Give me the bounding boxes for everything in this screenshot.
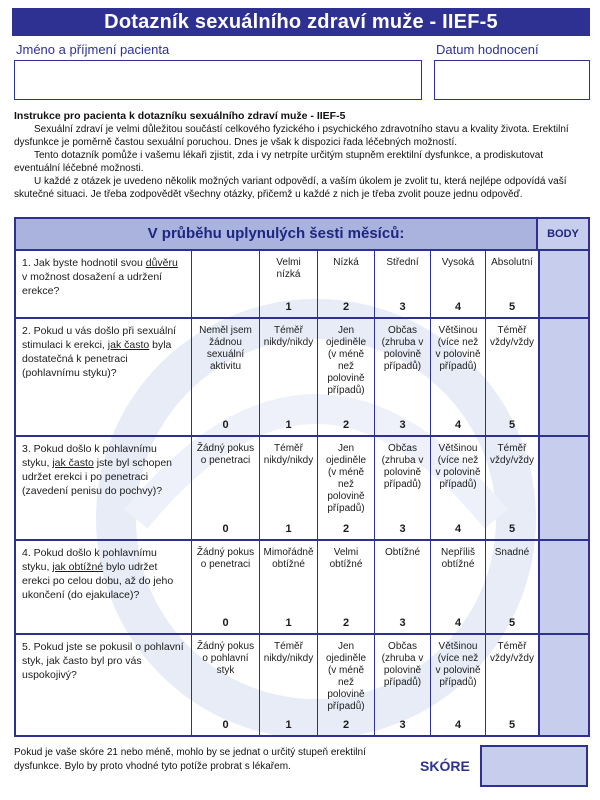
answer-option-label: Téměř vždy/vždy xyxy=(490,443,534,466)
answer-option-value: 3 xyxy=(399,719,406,731)
answer-option-value: 4 xyxy=(454,419,462,431)
points-input[interactable] xyxy=(538,437,588,539)
points-input[interactable] xyxy=(538,541,588,633)
instructions xyxy=(14,110,590,201)
form-title: Dotazník sexuálního zdraví muže - IIEF-5 xyxy=(12,8,590,36)
answer-option-label: Žádný pokus o penetraci xyxy=(196,443,255,466)
answer-option-label: Téměř nikdy/nikdy xyxy=(263,325,314,348)
answer-option-value: 5 xyxy=(508,617,516,629)
answer-option-value: 5 xyxy=(508,523,516,535)
answer-option-label: Žádný pokus o penetraci xyxy=(196,547,255,570)
question-text-part: 4. Pokud došlo k pohlavnímu styku, xyxy=(22,547,157,573)
period-header: V průběhu uplynulých šesti měsíců: xyxy=(16,219,538,251)
question-emphasis: jak obtížné xyxy=(52,561,104,573)
answer-option[interactable] xyxy=(374,635,430,735)
question-text-part: bylo udržet erekci po celou dobu, až do jeho ukončení (do ejakulace)? xyxy=(22,561,174,601)
question-text-part: jste byl schopen udržet erekci i po penetraci (zavedení penisu do pochvy)? xyxy=(22,457,172,497)
answer-option-value: 5 xyxy=(508,719,516,731)
answer-option-label: Vysoká xyxy=(441,257,475,268)
answer-option-value: 2 xyxy=(342,617,350,629)
answer-option-label: Střední xyxy=(386,257,419,268)
answer-option-value: 1 xyxy=(285,523,292,535)
instructions-heading: Instrukce pro pacienta k dotazníku sexuálního zdraví muže - IIEF-5 xyxy=(14,110,346,122)
answer-option-label: Téměř nikdy/nikdy xyxy=(263,641,314,664)
question-text-part: 5. Pokud jste se pokusil o pohlavní styk, jak často byl pro vás uspokojivý? xyxy=(22,641,184,681)
answer-option-label: Občas (zhruba v polovině případů) xyxy=(381,325,424,372)
answer-option-value: 2 xyxy=(342,719,350,731)
answer-option[interactable] xyxy=(191,635,259,735)
answer-option-value: 2 xyxy=(342,523,350,535)
answer-option-value: 1 xyxy=(285,719,292,731)
answer-option-value: 2 xyxy=(342,301,350,313)
total-score-field[interactable] xyxy=(480,745,588,787)
answer-option-label: Téměř vždy/vždy xyxy=(490,325,534,348)
question-text xyxy=(16,635,191,735)
instructions-paragraph-2: Tento dotazník pomůže i vašemu lékaři zjistit, zda i vy netrpíte určitým stupněm erektilní dysfunkce, a prodiskutovat eventuální léčebné možnosti. xyxy=(14,150,544,174)
answer-option-value: 5 xyxy=(508,419,516,431)
answer-option-value: 1 xyxy=(285,301,292,313)
answer-option[interactable] xyxy=(317,437,374,539)
answer-option[interactable] xyxy=(485,251,538,317)
answer-option-label: Velmi nízká xyxy=(276,257,301,280)
score-label: SKÓRE xyxy=(420,758,470,774)
answer-option[interactable] xyxy=(191,541,259,633)
answer-option[interactable] xyxy=(317,251,374,317)
answer-option[interactable] xyxy=(485,319,538,435)
answer-option-value: 4 xyxy=(454,523,462,535)
answer-option-value: 3 xyxy=(399,419,406,431)
answer-option-label: Téměř vždy/vždy xyxy=(490,641,534,664)
answer-option[interactable] xyxy=(191,251,259,317)
question-text xyxy=(16,319,191,435)
answer-option-value: 1 xyxy=(285,617,292,629)
answer-option[interactable] xyxy=(259,437,317,539)
question-text-part: byla dostatečná k penetraci (pohlavnímu styku)? xyxy=(22,339,172,379)
answer-option-value: 0 xyxy=(222,523,229,535)
points-input[interactable] xyxy=(538,635,588,735)
question-text-part: 2. Pokud u vás došlo při sexuální stimulaci k erekci, xyxy=(22,325,177,351)
answer-option-value: 5 xyxy=(508,301,516,313)
instructions-paragraph-1: Sexuální zdraví je velmi důležitou součástí celkového fyzického i psychického zdravotního stavu a kvality života. Erektilní dysfunkce je poměrně častou sexuální poruchou. Dnes je však k dispozici řada léčebných možností. xyxy=(14,124,569,148)
answer-option[interactable] xyxy=(317,319,374,435)
answer-option[interactable] xyxy=(259,251,317,317)
question-row xyxy=(16,635,588,735)
question-row xyxy=(16,319,588,437)
question-emphasis: jak často xyxy=(107,339,150,351)
answer-option[interactable] xyxy=(317,635,374,735)
assessment-date-field[interactable] xyxy=(434,60,590,100)
answer-option[interactable] xyxy=(430,251,485,317)
question-row xyxy=(16,251,588,319)
instructions-paragraph-3: U každé z otázek je uvedeno několik možných variant odpovědí, a vaším úkolem je zvolit tu, která nejlépe odpovídá vaší skutečné situaci. Je třeba zodpovědět všechny otázky, přičemž u každé z nich je třeba zvolit pouze jednu odpověď. xyxy=(14,176,567,200)
answer-option-value: 0 xyxy=(222,419,229,431)
questionnaire-table xyxy=(14,217,590,737)
answer-option-value: 0 xyxy=(222,719,229,731)
question-text xyxy=(16,251,191,317)
points-input[interactable] xyxy=(538,251,588,317)
question-emphasis: jak často xyxy=(52,457,94,469)
answer-option-label: Velmi obtížné xyxy=(329,547,363,570)
answer-option[interactable] xyxy=(191,437,259,539)
answer-option[interactable] xyxy=(317,541,374,633)
answer-option[interactable] xyxy=(485,541,538,633)
answer-option-label: Jen ojediněle (v méně než polovině případů) xyxy=(325,641,367,712)
answer-option-label: Jen ojediněle (v méně než polovině případů) xyxy=(325,443,367,514)
answer-option-label: Téměř nikdy/nikdy xyxy=(263,443,314,466)
answer-option-label: Absolutní xyxy=(491,257,533,268)
answer-option-value: 4 xyxy=(454,617,462,629)
patient-name-label: Jméno a příjmení pacienta xyxy=(16,42,170,57)
answer-option-label: Žádný pokus o pohlavní styk xyxy=(196,641,255,676)
answer-option[interactable] xyxy=(485,635,538,735)
answer-option-label: Mimořádně obtížné xyxy=(263,547,314,570)
answer-option-label: Nepříliš obtížné xyxy=(441,547,475,570)
answer-option[interactable] xyxy=(259,319,317,435)
answer-option-label: Neměl jsem žádnou sexuální aktivitu xyxy=(199,325,252,372)
answer-option-value: 2 xyxy=(342,419,350,431)
answer-option-label: Obtížné xyxy=(384,547,421,558)
question-text xyxy=(16,437,191,539)
answer-option[interactable] xyxy=(430,437,485,539)
question-row xyxy=(16,437,588,541)
answer-option-value: 3 xyxy=(399,617,406,629)
question-text xyxy=(16,541,191,633)
answer-option-value: 3 xyxy=(399,523,406,535)
answer-option[interactable] xyxy=(430,541,485,633)
question-emphasis: důvěru xyxy=(145,257,178,269)
answer-option-label: Jen ojediněle (v méně než polovině případů) xyxy=(325,325,367,396)
answer-option-label: Občas (zhruba v polovině případů) xyxy=(381,641,424,688)
answer-option-value: 4 xyxy=(454,719,462,731)
answer-option-label: Většinou (více než v polovině případů) xyxy=(435,443,481,490)
question-text-part: v možnost dosažení a udržení erekce? xyxy=(22,271,163,297)
answer-option-value: 1 xyxy=(285,419,292,431)
answer-option-label: Nízká xyxy=(333,257,359,268)
answer-option-label: Většinou (více než v polovině případů) xyxy=(435,641,481,688)
answer-option-label: Většinou (více než v polovině případů) xyxy=(435,325,481,372)
answer-option[interactable] xyxy=(374,437,430,539)
answer-option[interactable] xyxy=(191,319,259,435)
answer-option[interactable] xyxy=(374,251,430,317)
answer-option[interactable] xyxy=(259,635,317,735)
answer-option-value: 3 xyxy=(399,301,406,313)
score-note: Pokud je vaše skóre 21 nebo méně, mohlo by se jednat o určitý stupeň erektilní dysfunkce. Bylo by proto vhodné tyto potíže probrat s lékařem. xyxy=(14,747,366,772)
question-text-part: 1. Jak byste hodnotil svou xyxy=(22,257,146,269)
answer-option[interactable] xyxy=(374,319,430,435)
question-text-part: 3. Pokud došlo k pohlavnímu styku, xyxy=(22,443,157,469)
answer-option-label: Občas (zhruba v polovině případů) xyxy=(381,443,424,490)
answer-option-label: Snadné xyxy=(494,547,530,558)
answer-option[interactable] xyxy=(430,635,485,735)
points-column-header: BODY xyxy=(538,219,588,251)
points-input[interactable] xyxy=(538,319,588,435)
answer-option-value: 0 xyxy=(222,617,229,629)
answer-option[interactable] xyxy=(485,437,538,539)
answer-option-value: 4 xyxy=(454,301,462,313)
answer-option[interactable] xyxy=(374,541,430,633)
answer-option[interactable] xyxy=(259,541,317,633)
patient-name-field[interactable] xyxy=(14,60,422,100)
assessment-date-label: Datum hodnocení xyxy=(436,42,539,57)
answer-option[interactable] xyxy=(430,319,485,435)
question-row xyxy=(16,541,588,635)
